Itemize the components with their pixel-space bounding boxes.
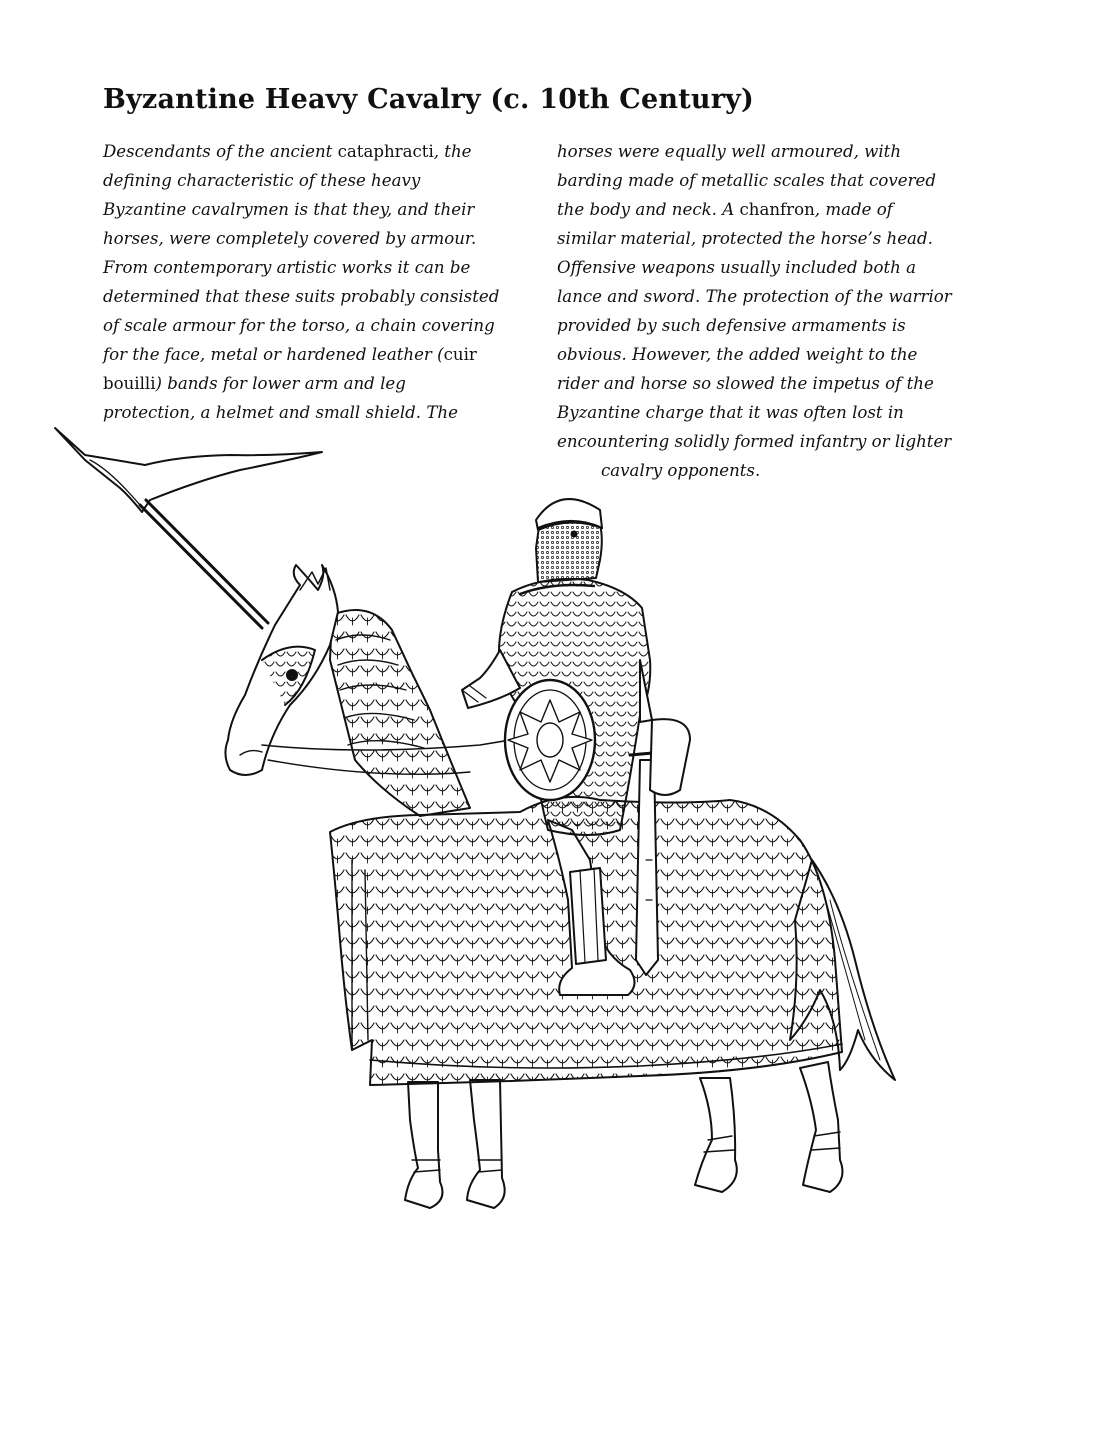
italic-text: encountering solidly formed infantry or lighter <box>557 432 952 451</box>
page-title: Byzantine Heavy Cavalry (c. 10th Century) <box>103 84 754 115</box>
italic-text: , the <box>433 142 472 161</box>
italic-text: defining characteristic of these heavy <box>103 171 421 190</box>
italic-text: , made of <box>814 200 893 219</box>
italic-text: provided by such defensive armaments is <box>557 316 906 335</box>
italic-text: rider and horse so slowed the impetus of the <box>557 374 934 393</box>
horse-legs <box>405 1062 842 1208</box>
italic-text: similar material, protected the horse’s head. <box>557 229 933 248</box>
italic-text: the body and neck. A <box>557 200 740 219</box>
italic-text: determined that these suits probably consisted <box>103 287 500 306</box>
horse-neck-armour <box>330 610 470 816</box>
italic-text: From contemporary artistic works it can be <box>103 258 471 277</box>
italic-text: for the face, metal or hardened leather ( <box>103 345 444 364</box>
italic-text: Byzantine charge that it was often lost in <box>557 403 904 422</box>
italic-text: Byzantine cavalrymen is that they, and their <box>103 200 475 219</box>
roman-term: bouilli <box>103 374 156 393</box>
roman-term: chanfron <box>739 200 815 219</box>
italic-text: of scale armour for the torso, a chain covering <box>103 316 495 335</box>
italic-text: lance and sword. The protection of the warrior <box>557 287 952 306</box>
lance-pennon <box>55 428 322 628</box>
italic-text: cavalry opponents. <box>601 461 761 480</box>
italic-text: Offensive weapons usually included both a <box>557 258 916 277</box>
italic-text: horses were equally well armoured, with <box>557 142 902 161</box>
roman-term: cuir <box>443 345 477 364</box>
roman-term: cataphracti <box>337 142 434 161</box>
shield <box>505 680 595 800</box>
italic-text: protection, a helmet and small shield. The <box>103 403 458 422</box>
italic-text: horses, were completely covered by armour. <box>103 229 477 248</box>
italic-text: ) bands for lower arm and leg <box>155 374 406 393</box>
italic-text: obvious. However, the added weight to the <box>557 345 918 364</box>
italic-text: barding made of metallic scales that covered <box>557 171 936 190</box>
italic-text: Descendants of the ancient <box>103 142 338 161</box>
